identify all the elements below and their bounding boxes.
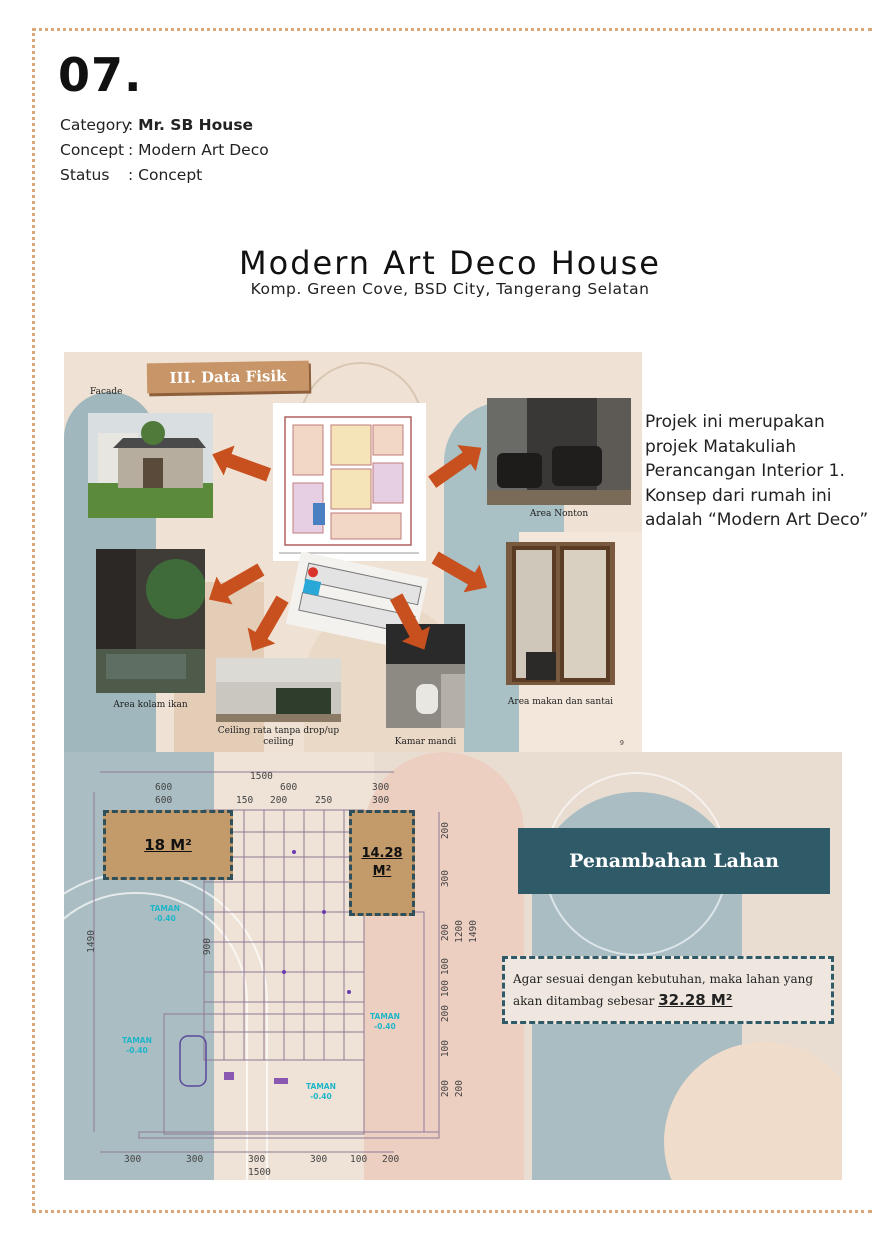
dim-label: 300 [310, 1154, 328, 1165]
added-area-14-unit: M² [372, 864, 392, 879]
dim-label: 1500 [248, 1167, 271, 1178]
caption-area-nonton: Area Nonton [529, 509, 589, 519]
dim-label: 1490 [468, 920, 479, 943]
page-number: 07. [58, 48, 143, 102]
dim-label: 600 [155, 795, 173, 806]
dim-label: 100 [440, 980, 451, 998]
dim-label: 300 [372, 782, 390, 793]
added-area-14-value: 14.28 [361, 846, 403, 861]
project-description: Projek ini merupakan projek Matakuliah Perancangan Interior 1. Konsep dari rumah ini adalah “Modern Art Deco” [645, 412, 869, 530]
dim-label: 200 [440, 1005, 451, 1023]
taman-label: TAMAN -0.40 [370, 1012, 400, 1031]
caption-area-kolam: Area kolam ikan [113, 700, 188, 710]
added-area-18: 18 M² [103, 810, 233, 880]
dim-label: 250 [315, 795, 333, 806]
dim-label: 1200 [454, 920, 465, 943]
area-kolam-photo [96, 549, 205, 693]
added-area-14 [349, 810, 415, 916]
taman-label: TAMAN -0.40 [306, 1082, 336, 1101]
dotted-border-bottom [32, 1210, 872, 1213]
caption-facade: Facade [90, 387, 123, 397]
caption-area-makan: Area makan dan santai [507, 697, 614, 707]
area-makan-photo [506, 542, 615, 685]
dim-label: 300 [186, 1154, 204, 1165]
dim-label: 300 [248, 1154, 266, 1165]
dotted-border-top [32, 28, 872, 31]
dim-label: 200 [454, 1080, 465, 1098]
project-location: Komp. Green Cove, BSD City, Tangerang Selatan [250, 280, 650, 298]
lahan-note [502, 956, 834, 1024]
dim-label: 300 [372, 795, 390, 806]
dim-label: 1500 [250, 771, 273, 782]
data-fisik-tag: III. Data Fisik [147, 361, 309, 394]
dim-label: 600 [155, 782, 173, 793]
lahan-note-value: 32.28 M² [658, 991, 733, 1009]
dim-label: 200 [440, 924, 451, 942]
dim-label: 900 [202, 938, 213, 956]
taman-label: TAMAN -0.40 [122, 1036, 152, 1055]
dim-label: 300 [124, 1154, 142, 1165]
dim-label: 200 [382, 1154, 400, 1165]
dim-label: 200 [440, 822, 451, 840]
meta-concept: Concept : Modern Art Deco [60, 141, 269, 159]
lahan-note-text: Agar sesuai dengan kebutuhan, maka lahan yang akan ditambag sebesar [513, 972, 814, 1008]
panel-page-number: 9 [620, 740, 624, 747]
caption-ceiling: Ceiling rata tanpa drop/up ceiling [217, 726, 340, 747]
caption-kamar-mandi: Kamar mandi [394, 737, 457, 747]
dim-label: 200 [270, 795, 288, 806]
penambahan-lahan-banner: Penambahan Lahan [518, 828, 830, 894]
area-nonton-photo [487, 398, 631, 505]
dim-label: 100 [350, 1154, 368, 1165]
dim-label: 600 [280, 782, 298, 793]
floor-plan-thumbnail [273, 403, 426, 561]
dim-label: 100 [440, 1040, 451, 1058]
meta-status: Status : Concept [60, 166, 203, 184]
dim-label: 150 [236, 795, 254, 806]
meta-category: Category: Mr. SB House [60, 116, 254, 134]
ceiling-photo [216, 658, 341, 722]
dotted-border-left [32, 28, 35, 1212]
dim-label: 300 [440, 870, 451, 888]
facade-photo [88, 413, 213, 518]
dim-label: 200 [440, 1080, 451, 1098]
taman-label: TAMAN -0.40 [150, 904, 180, 923]
project-title: Modern Art Deco House [239, 244, 661, 282]
dim-label: 100 [440, 958, 451, 976]
dim-label: 1490 [86, 930, 97, 953]
